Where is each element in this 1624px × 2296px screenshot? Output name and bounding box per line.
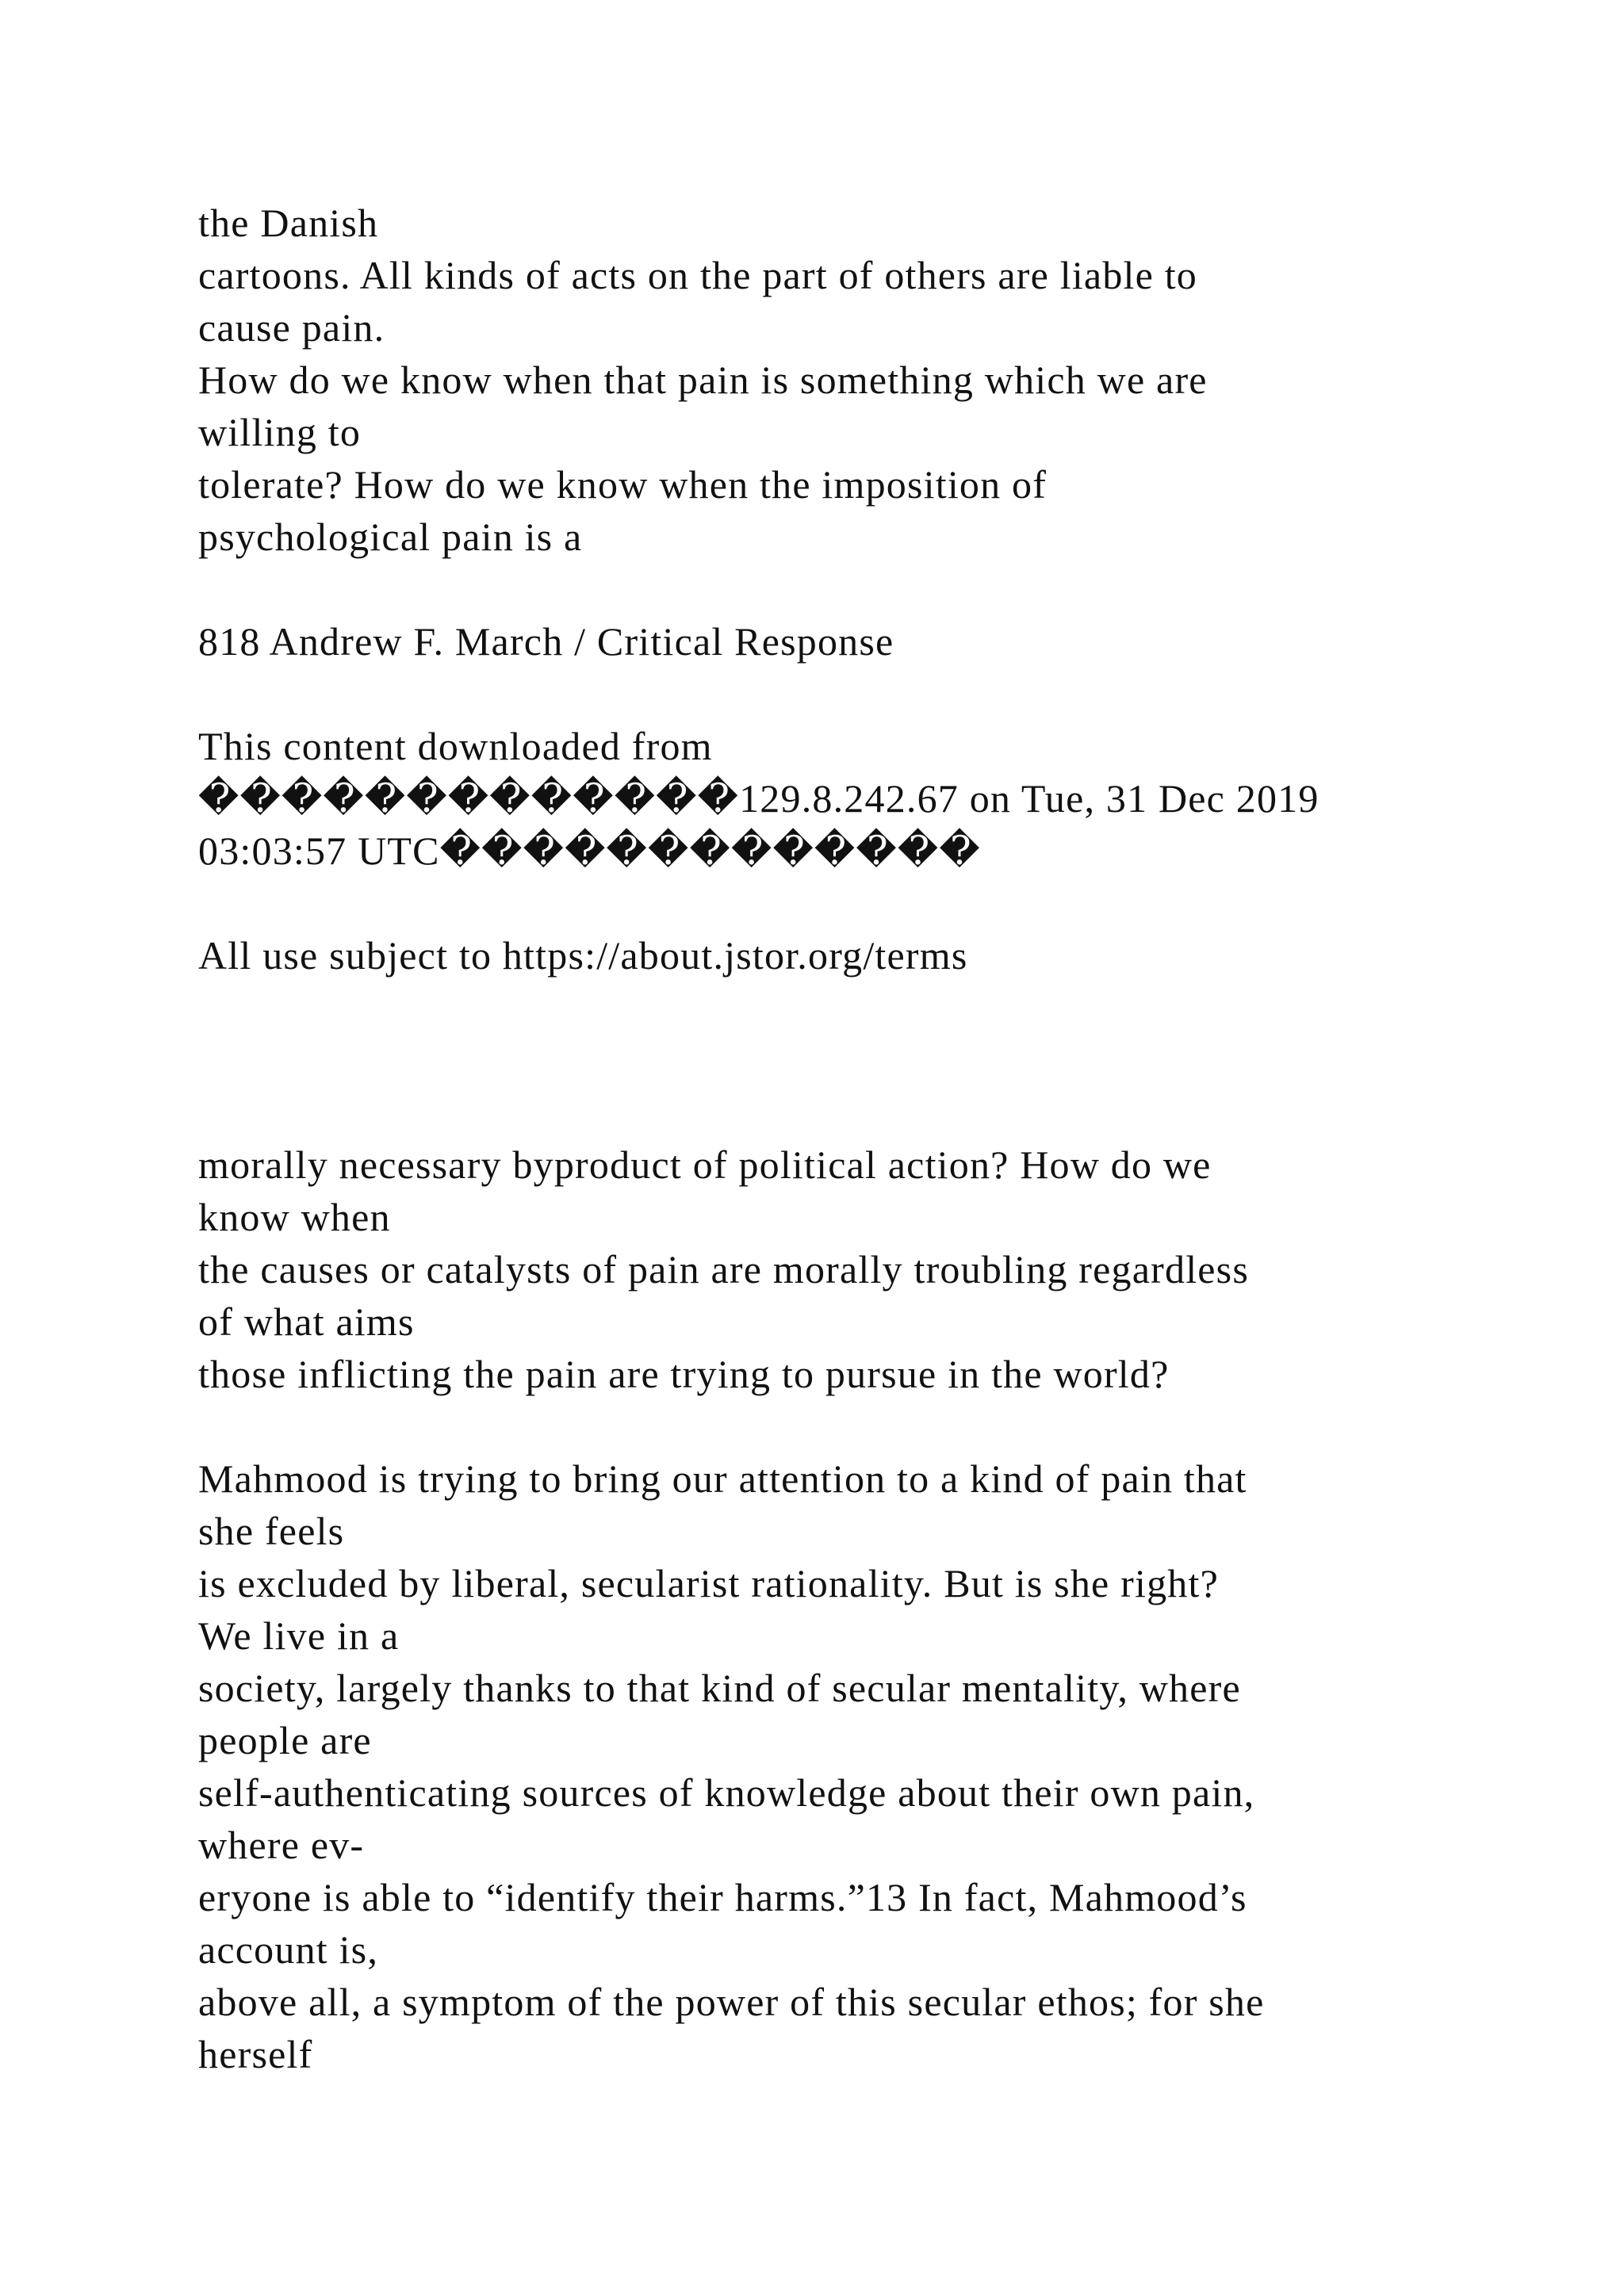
text-line: cause pain. — [198, 305, 385, 350]
text-line: account is, — [198, 1927, 379, 1972]
text-line: above all, a symptom of the power of this secular ethos; for she — [198, 1980, 1265, 2024]
text-line: those inflicting the pain are trying to pursue in the world? — [198, 1352, 1170, 1396]
page-footer-citation: 818 Andrew F. March / Critical Response — [198, 619, 894, 664]
text-line: is excluded by liberal, secularist rationality. But is she right? — [198, 1561, 1219, 1605]
download-notice-ip-date: �������������129.8.242.67 on Tue, 31 Dec 2019 — [198, 776, 1320, 821]
text-line: How do we know when that pain is something which we are — [198, 358, 1208, 402]
text-line: herself — [198, 2032, 313, 2076]
text-line: she feels — [198, 1509, 345, 1553]
text-line: self-authenticating sources of knowledge about their own pain, — [198, 1770, 1255, 1815]
text-line: cartoons. All kinds of acts on the part of others are liable to — [198, 253, 1197, 297]
text-line: the causes or catalysts of pain are morally troubling regardless — [198, 1247, 1249, 1292]
download-notice: This content downloaded from — [198, 724, 713, 768]
text-line: society, largely thanks to that kind of secular mentality, where — [198, 1666, 1241, 1710]
text-line: psychological pain is a — [198, 515, 583, 559]
text-line: where ev- — [198, 1823, 365, 1867]
text-line: We live in a — [198, 1613, 400, 1658]
text-line: the Danish — [198, 201, 379, 245]
terms-link-text: All use subject to https://about.jstor.org/terms — [198, 933, 968, 978]
text-line: people are — [198, 1718, 372, 1762]
text-line: morally necessary byproduct of political action? How do we — [198, 1142, 1212, 1187]
text-line: eryone is able to “identify their harms.”13 In fact, Mahmood’s — [198, 1875, 1247, 1919]
text-line: know when — [198, 1195, 391, 1239]
download-notice-time: 03:03:57 UTC������������� — [198, 828, 981, 873]
text-line: Mahmood is trying to bring our attention to a kind of pain that — [198, 1456, 1247, 1501]
text-line: willing to — [198, 410, 362, 454]
text-line: of what aims — [198, 1299, 415, 1344]
text-line: tolerate? How do we know when the imposition of — [198, 462, 1048, 507]
